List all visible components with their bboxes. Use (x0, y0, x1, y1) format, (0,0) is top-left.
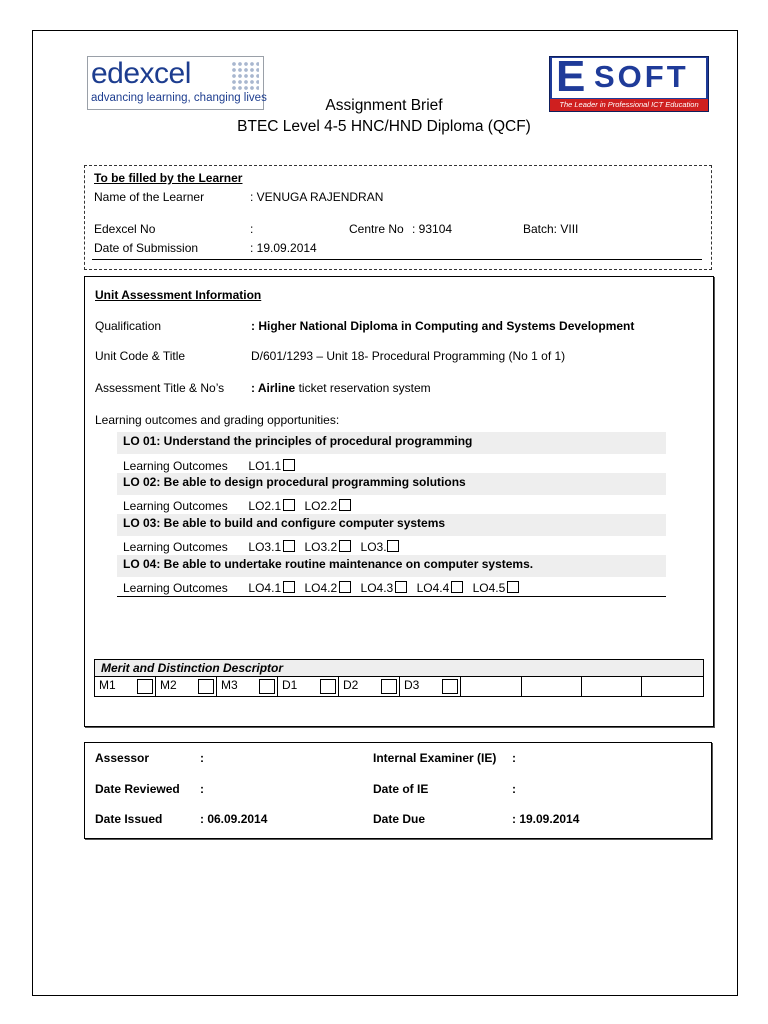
lo-item: LO4.1 (248, 581, 282, 595)
merit-cell-d1 (278, 676, 339, 696)
esoft-logo-wordmark: SOFT (594, 59, 689, 94)
lo-title-4: LO 04: Be able to undertake routine maintenance on computer systems. (123, 557, 534, 571)
merit-cell-m1 (95, 676, 156, 696)
internal-examiner-label: Internal Examiner (IE) (373, 751, 497, 765)
assessor-label: Assessor (95, 751, 150, 765)
merit-checkbox[interactable] (259, 679, 275, 694)
lo-bottom-line (117, 596, 666, 597)
date-of-ie-value: : (512, 782, 516, 796)
lo-intro: Learning outcomes and grading opportunities: (95, 413, 340, 427)
lo-outcomes-4 (123, 581, 525, 595)
merit-title: Merit and Distinction Descriptor (101, 661, 284, 675)
date-due-value: : 19.09.2014 (512, 812, 580, 826)
internal-examiner-value: : (512, 751, 516, 765)
merit-cell-empty (582, 676, 642, 696)
lo-item: LO4.4 (416, 581, 450, 595)
lo-item: LO2.2 (304, 499, 338, 513)
edexcel-no-value: : (250, 222, 254, 236)
merit-header (94, 659, 704, 677)
edexcel-dots-icon (231, 61, 259, 91)
edexcel-no-label: Edexcel No (94, 222, 156, 236)
merit-checkbox[interactable] (198, 679, 214, 694)
date-reviewed-label: Date Reviewed (95, 782, 180, 796)
lo-title-2: LO 02: Be able to design procedural programming solutions (123, 475, 466, 489)
lo-item: LO3.1 (248, 540, 282, 554)
learner-section-title: To be filled by the Learner (94, 171, 243, 185)
lo-item: LO3. (360, 540, 387, 554)
lo-checkbox[interactable] (339, 499, 351, 511)
assessor-value: : (200, 751, 204, 765)
lo-checkbox[interactable] (507, 581, 519, 593)
lo-checkbox[interactable] (395, 581, 407, 593)
page-subtitle: BTEC Level 4-5 HNC/HND Diploma (QCF) (237, 118, 531, 135)
qualification-value: : Higher National Diploma in Computing and Systems Development (251, 319, 635, 333)
merit-label: M1 (99, 678, 116, 692)
lo-outcomes-2 (123, 499, 357, 513)
qualification-label: Qualification (95, 319, 162, 333)
learner-divider (92, 259, 702, 260)
lo-checkbox[interactable] (339, 581, 351, 593)
lo-checkbox[interactable] (283, 540, 295, 552)
date-reviewed-value: : (200, 782, 204, 796)
centre-no-label: Centre No (349, 222, 404, 236)
merit-cell-d3 (400, 676, 461, 696)
assessment-title-label: Assessment Title & No’s (95, 381, 225, 395)
merit-label: M3 (221, 678, 238, 692)
merit-label: D2 (343, 678, 359, 692)
lo-item: LO1.1 (248, 459, 282, 473)
learner-name-value: : VENUGA RAJENDRAN (250, 190, 384, 204)
assessment-title-value (251, 381, 431, 395)
lo-title-1: LO 01: Understand the principles of procedural programming (123, 434, 473, 448)
lo-outcomes-label: Learning Outcomes (123, 499, 228, 513)
merit-checkbox[interactable] (320, 679, 336, 694)
lo-title-3: LO 03: Be able to build and configure computer systems (123, 516, 446, 530)
lo-item: LO4.3 (360, 581, 394, 595)
unit-section-title: Unit Assessment Information (95, 288, 262, 302)
lo-checkbox[interactable] (387, 540, 399, 552)
lo-checkbox[interactable] (283, 581, 295, 593)
centre-no-value: : 93104 (412, 222, 453, 236)
lo-checkbox[interactable] (451, 581, 463, 593)
lo-outcomes-label: Learning Outcomes (123, 581, 228, 595)
lo-item: LO4.2 (304, 581, 338, 595)
lo-outcomes-label: Learning Outcomes (123, 540, 228, 554)
edexcel-wordmark: edexcel (91, 57, 191, 90)
lo-item: LO2.1 (248, 499, 282, 513)
unit-code-label: Unit Code & Title (95, 349, 186, 363)
edexcel-tagline: advancing learning, changing lives (91, 92, 267, 104)
date-issued-label: Date Issued (95, 812, 163, 826)
lo-item: LO4.5 (472, 581, 506, 595)
lo-checkbox[interactable] (283, 459, 295, 471)
date-of-ie-label: Date of IE (373, 782, 429, 796)
merit-checkbox[interactable] (381, 679, 397, 694)
merit-cell-m3 (217, 676, 278, 696)
page-title: Assignment Brief (325, 97, 443, 114)
merit-label: D1 (282, 678, 298, 692)
esoft-logo-e: E (556, 58, 586, 98)
merit-label: M2 (160, 678, 177, 692)
merit-checkbox[interactable] (137, 679, 153, 694)
merit-cell-empty (522, 676, 582, 696)
merit-cell-empty (461, 676, 522, 696)
lo-checkbox[interactable] (283, 499, 295, 511)
merit-label: D3 (404, 678, 420, 692)
assessment-title-rest: ticket reservation system (298, 381, 431, 395)
merit-cell-d2 (339, 676, 400, 696)
merit-cell-m2 (156, 676, 217, 696)
lo-checkbox[interactable] (339, 540, 351, 552)
lo-outcomes-3 (123, 540, 405, 554)
esoft-logo-panel (552, 58, 706, 98)
learner-name-label: Name of the Learner (94, 190, 205, 204)
merit-checkbox[interactable] (442, 679, 458, 694)
submission-date-label: Date of Submission (94, 241, 199, 255)
unit-code-value: D/601/1293 – Unit 18- Procedural Programming (No 1 of 1) (251, 349, 566, 363)
date-issued-value: : 06.09.2014 (200, 812, 268, 826)
date-due-label: Date Due (373, 812, 426, 826)
submission-date-value: : 19.09.2014 (250, 241, 317, 255)
lo-outcomes-1 (123, 459, 301, 473)
lo-item: LO3.2 (304, 540, 338, 554)
lo-outcomes-label: Learning Outcomes (123, 459, 228, 473)
esoft-tagline: The Leader in Professional ICT Education (550, 99, 708, 111)
assessment-title-bold: : Airline (251, 381, 296, 395)
merit-row (94, 676, 704, 697)
batch-label: Batch: VIII (523, 222, 579, 236)
